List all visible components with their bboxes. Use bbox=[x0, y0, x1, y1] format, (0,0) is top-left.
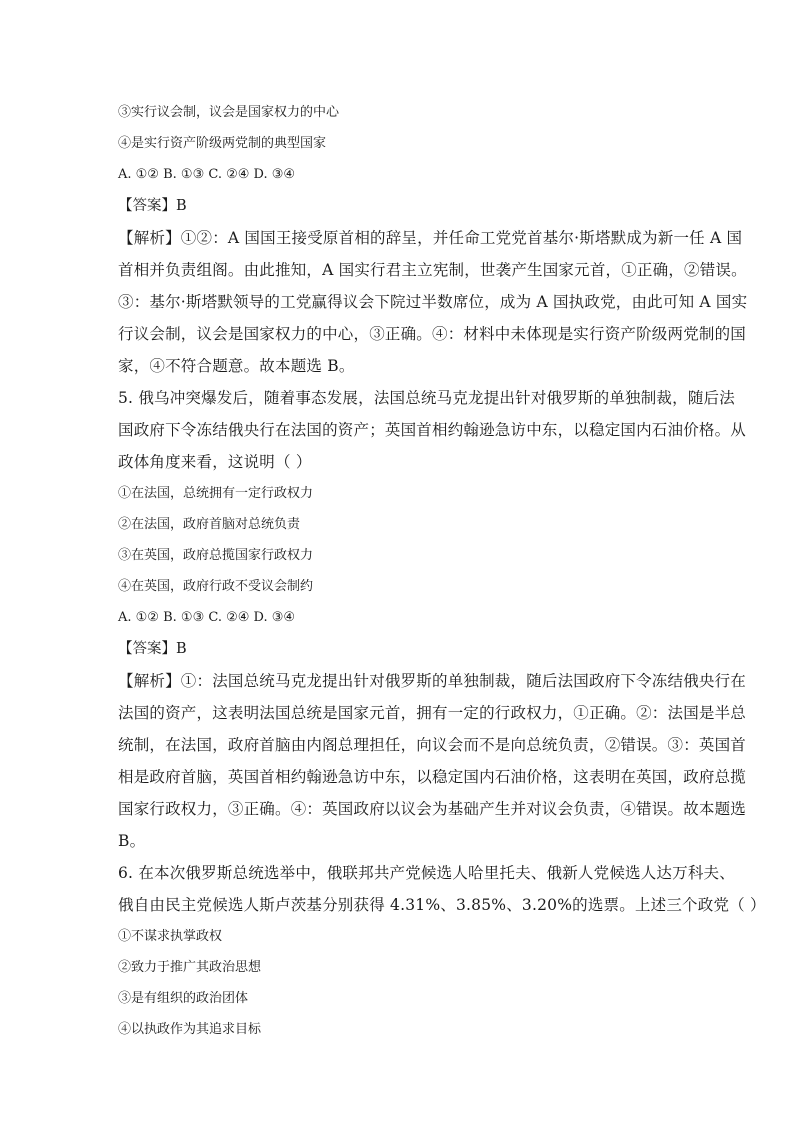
q5-analysis-line: 法国的资产，这表明法国总统是国家元首，拥有一定的行政权力，①正确。②：法国是半总 bbox=[118, 704, 747, 722]
q6-option-3: ③是有组织的政治团体 bbox=[118, 991, 249, 1006]
q6-stem-line: 俄自由民主党候选人斯卢茨基分别获得 4.31%、3.85%、3.20%的选票。上述三个政党（ ） bbox=[118, 896, 766, 914]
q4-analysis-line: 【解析】①②：A 国国王接受原首相的辞呈，并任命工党党首基尔·斯塔默成为新一任 A 国 bbox=[118, 229, 743, 247]
q6-option-2: ②致力于推广其政治思想 bbox=[118, 960, 262, 975]
q5-option-1: ①在法国，总统拥有一定行政权力 bbox=[118, 486, 314, 501]
q5-analysis-line: 统制，在法国，政府首脑由内阁总理担任，向议会而不是向总统负责，②错误。③：英国首 bbox=[118, 736, 747, 754]
q5-option-3: ③在英国，政府总揽国家行政权力 bbox=[118, 548, 314, 563]
q4-analysis-line: ③：基尔·斯塔默领导的工党赢得议会下院过半数席位，成为 A 国执政党，由此可知 A 国实 bbox=[118, 293, 748, 311]
q5-analysis-line: 国家行政权力，③正确。④：英国政府以议会为基础产生并对议会负责，④错误。故本题选 bbox=[118, 800, 747, 818]
q5-stem-line: 政体角度来看，这说明（ ） bbox=[118, 453, 312, 471]
q4-analysis-line: 行议会制，议会是国家权力的中心，③正确。④：材料中未体现是实行资产阶级两党制的国 bbox=[118, 325, 747, 343]
q5-analysis-line: 【解析】①：法国总统马克龙提出针对俄罗斯的单独制裁，随后法国政府下令冻结俄央行在 bbox=[118, 672, 747, 690]
q5-choices: A. ①② B. ①③ C. ②④ D. ③④ bbox=[118, 610, 296, 625]
q6-option-1: ①不谋求执掌政权 bbox=[118, 929, 223, 944]
q5-stem-line: 国政府下令冻结俄央行在法国的资产；英国首相约翰逊急访中东，以稳定国内石油价格。从 bbox=[118, 421, 747, 439]
q5-stem-line: 5. 俄乌冲突爆发后，随着事态发展，法国总统马克龙提出针对俄罗斯的单独制裁，随后法 bbox=[118, 389, 735, 407]
q5-analysis-line: 相是政府首脑，英国首相约翰逊急访中东，以稳定国内石油价格，这表明在英国，政府总揽 bbox=[118, 768, 747, 786]
q5-analysis-line: B。 bbox=[118, 832, 146, 850]
q4-analysis-line: 首相并负责组阁。由此推知，A 国实行君主立宪制，世袭产生国家元首，①正确，②错误。 bbox=[118, 261, 747, 279]
q4-answer: 【答案】B bbox=[118, 198, 187, 214]
q5-option-4: ④在英国，政府行政不受议会制约 bbox=[118, 579, 314, 594]
q4-option-3: ③实行议会制，议会是国家权力的中心 bbox=[118, 105, 340, 120]
q4-analysis-line: 家，④不符合题意。故本题选 B。 bbox=[118, 357, 355, 375]
q5-option-2: ②在法国，政府首脑对总统负责 bbox=[118, 517, 301, 532]
q6-option-4: ④以执政作为其追求目标 bbox=[118, 1022, 262, 1037]
q6-stem-line: 6. 在本次俄罗斯总统选举中，俄联邦共产党候选人哈里托夫、俄新人党候选人达万科夫、 bbox=[118, 864, 735, 882]
q5-answer: 【答案】B bbox=[118, 641, 187, 657]
q4-choices: A. ①② B. ①③ C. ②④ D. ③④ bbox=[118, 167, 296, 182]
q4-option-4: ④是实行资产阶级两党制的典型国家 bbox=[118, 136, 327, 151]
